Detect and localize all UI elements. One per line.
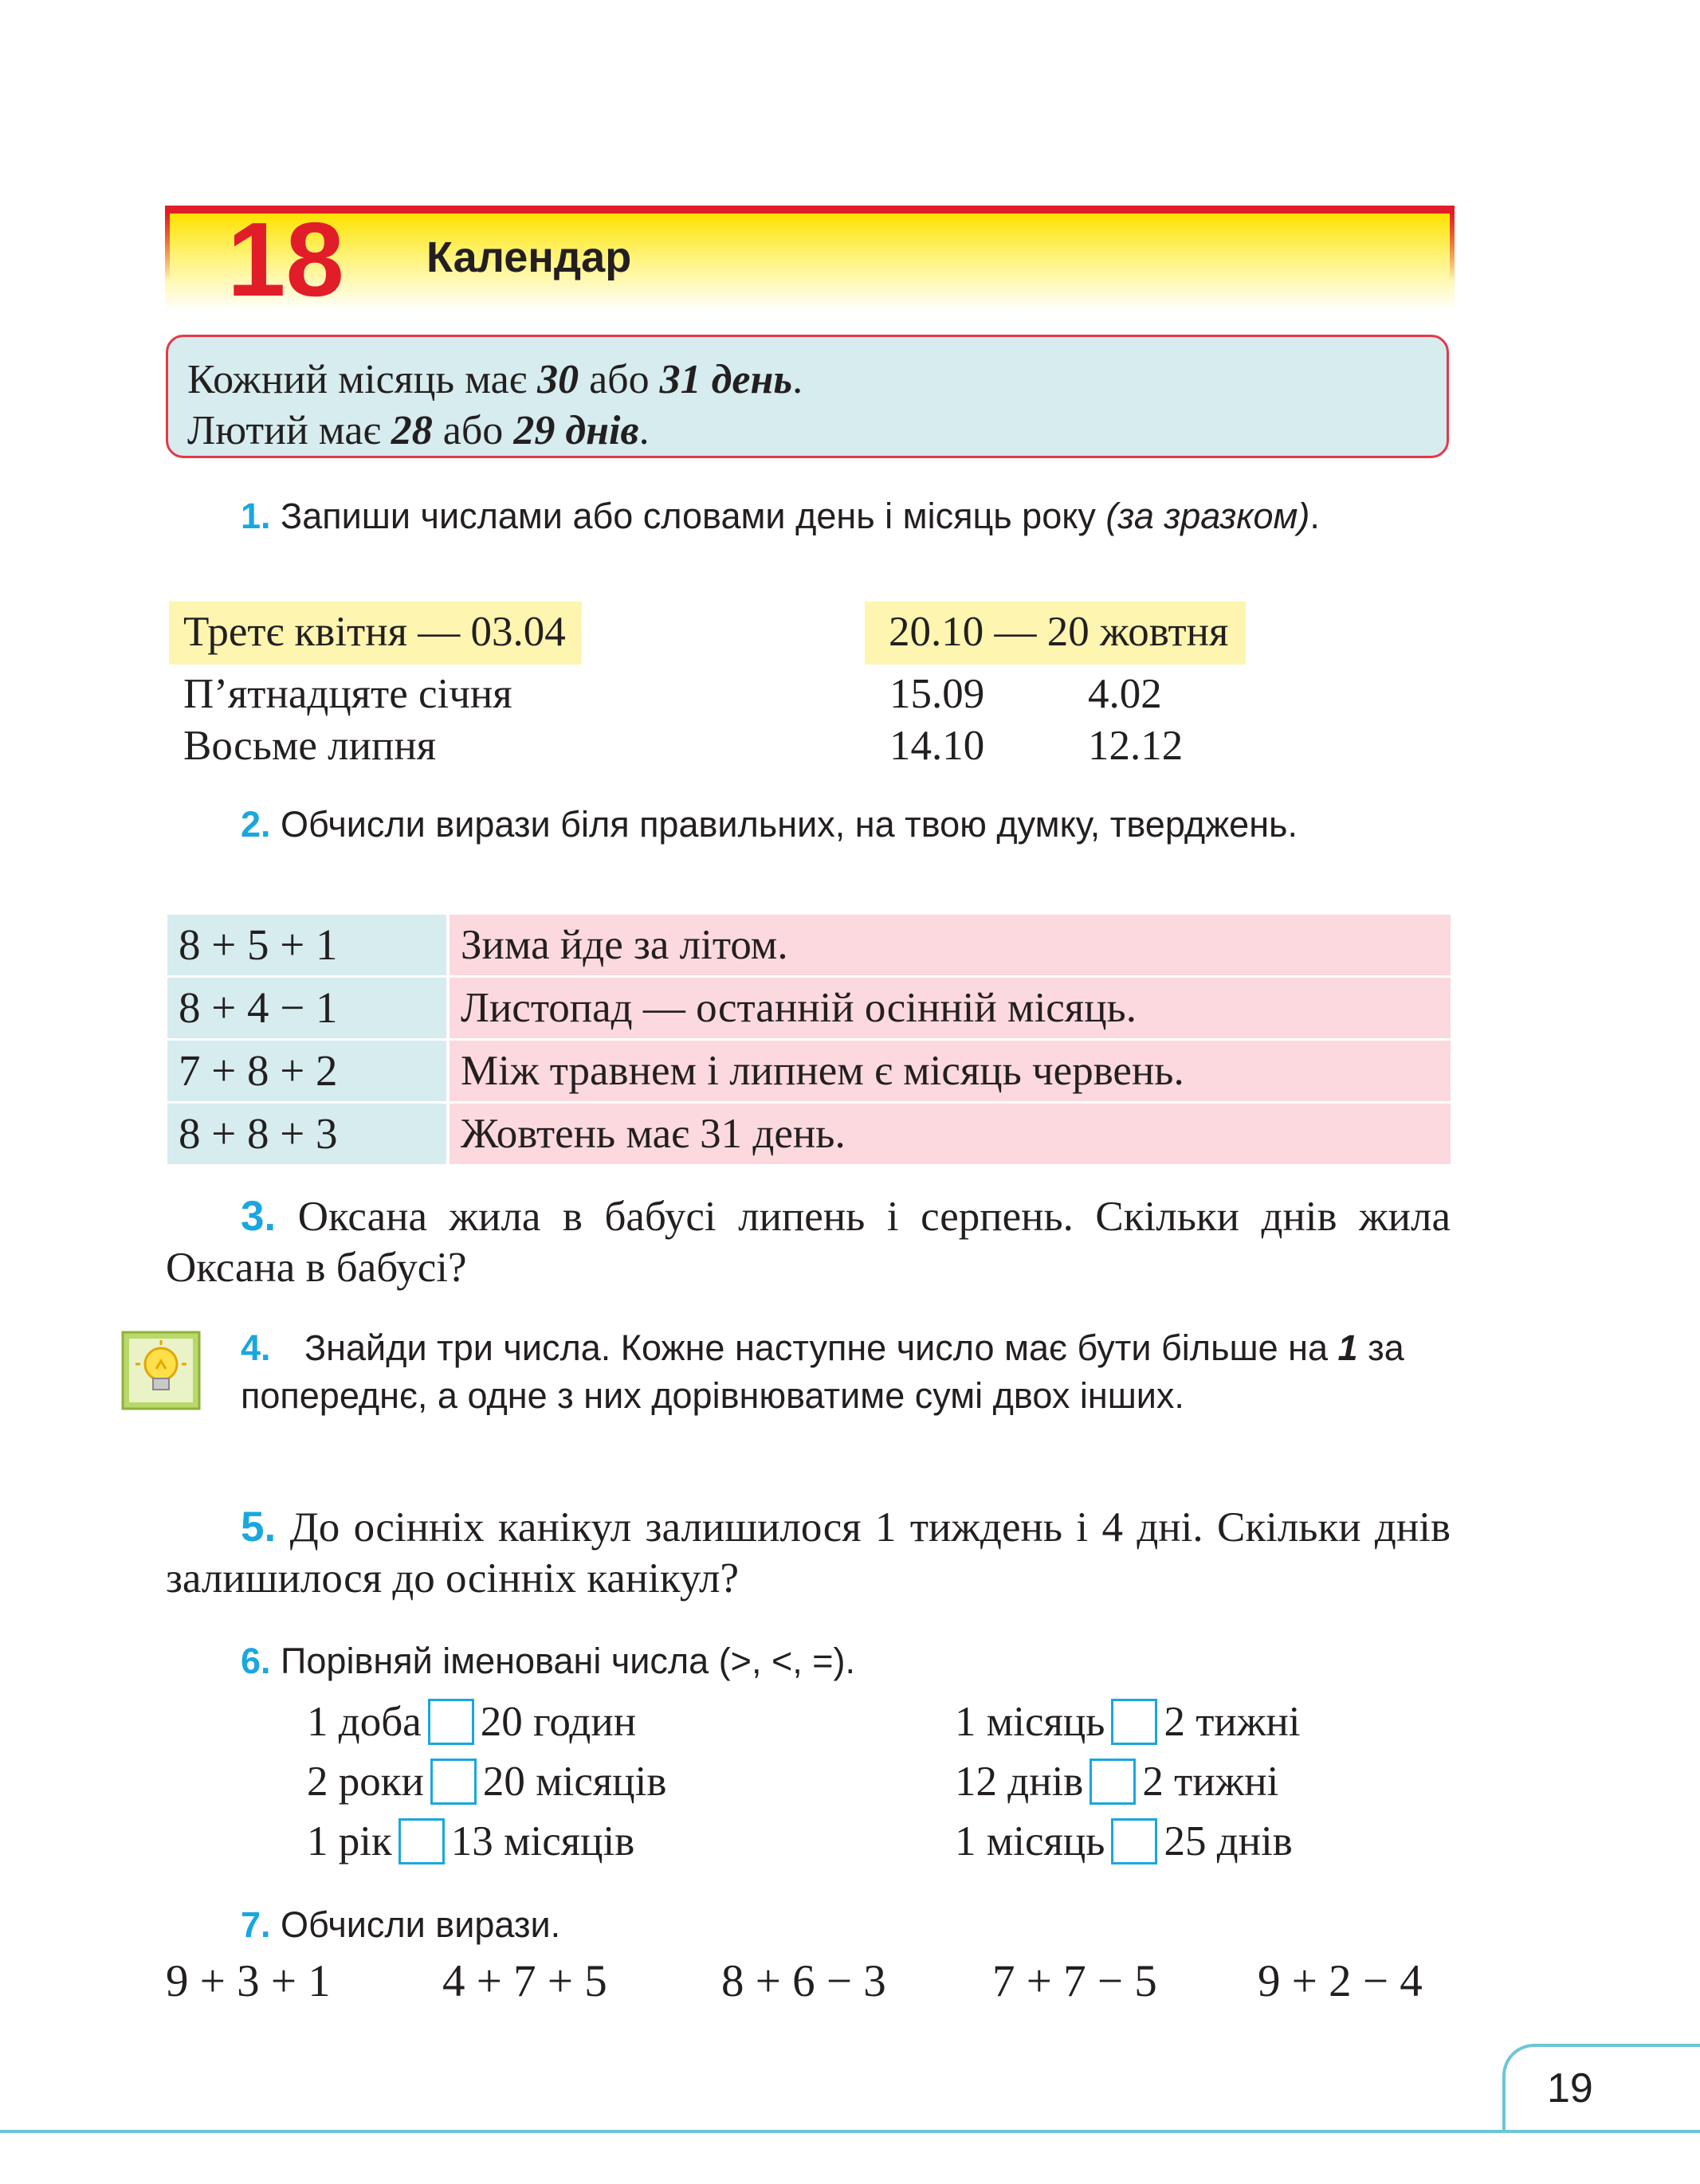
task-number: 5. xyxy=(241,1504,277,1551)
task-1-date: 14.10 xyxy=(889,723,985,769)
expression: 8 + 6 − 3 xyxy=(721,1956,886,2006)
task-number: 2. xyxy=(241,804,271,845)
rule-line-1: Кожний місяць має 30 або 31 день. xyxy=(187,357,803,402)
expression: 9 + 3 + 1 xyxy=(166,1956,331,2006)
expression: 7 + 7 − 5 xyxy=(992,1956,1157,2006)
statement-cell: Між травнем і липнем є місяць червень. xyxy=(450,1041,1451,1101)
answer-box[interactable] xyxy=(398,1818,445,1864)
rule-box xyxy=(166,335,1449,458)
task-1-date: 15.09 xyxy=(889,671,985,717)
lesson-number: 18 xyxy=(227,201,344,318)
statement-cell: Листопад — останній осінній місяць. xyxy=(450,978,1451,1038)
answer-box[interactable] xyxy=(1089,1759,1136,1805)
table-row xyxy=(167,1104,1451,1164)
rule-line-2: Лютий має 28 або 29 днів. xyxy=(187,408,650,453)
expression-cell: 8 + 5 + 1 xyxy=(167,915,446,975)
page-number: 19 xyxy=(1547,2065,1593,2111)
task-number: 3. xyxy=(241,1193,277,1240)
task-number: 6. xyxy=(241,1641,271,1681)
comparison-item: 1 рік 13 місяців xyxy=(307,1817,635,1864)
table-row xyxy=(167,915,1451,975)
expression-cell: 7 + 8 + 2 xyxy=(167,1041,446,1101)
lightbulb-icon xyxy=(121,1331,201,1410)
page-number-tab xyxy=(1502,2044,1700,2130)
answer-box[interactable] xyxy=(1111,1818,1157,1864)
task-7-instruction: 7. Обчисли вирази. xyxy=(241,1904,561,1945)
task-2-table xyxy=(167,915,1451,1166)
footer-line xyxy=(0,2130,1700,2133)
task-4-text: 4. Знайди три числа. Кожне наступне число має бути більше на 1 за попереднє, а одне з них дорівнюватиме сумі двох інших. xyxy=(241,1324,1452,1420)
expression-cell: 8 + 4 − 1 xyxy=(167,978,446,1038)
task-1-sample-right: 20.10 — 20 жовтня xyxy=(865,602,1246,665)
task-1-date: 12.12 xyxy=(1088,723,1184,769)
answer-box[interactable] xyxy=(430,1759,477,1805)
lesson-header xyxy=(165,201,1455,318)
statement-cell: Зима йде за літом. xyxy=(450,915,1451,975)
task-5-text: 5. До осінніх канікул залишилося 1 тиждень і 4 дні. Скільки днів залишилося до осінніх канікул? xyxy=(166,1504,1451,1602)
lesson-title: Календар xyxy=(426,233,632,281)
task-number: 1. xyxy=(241,496,271,536)
comparison-item: 1 місяць 25 днів xyxy=(955,1817,1293,1864)
answer-box[interactable] xyxy=(1111,1699,1157,1745)
task-1-instruction: 1. Запиши числами або словами день і місяць року (за зразком). xyxy=(241,496,1320,536)
expression-cell: 8 + 8 + 3 xyxy=(167,1104,446,1164)
table-row xyxy=(167,1041,1451,1101)
task-2-instruction: 2. Обчисли вирази біля правильних, на твою думку, тверджень. xyxy=(241,804,1298,845)
expression: 4 + 7 + 5 xyxy=(442,1956,607,2006)
task-1-item: П’ятнадцяте січня xyxy=(183,671,512,717)
task-3-text: 3. Оксана жила в бабусі липень і серпень. Скільки днів жила Оксана в бабусі? xyxy=(166,1193,1451,1291)
comparison-item: 1 доба 20 годин xyxy=(307,1698,637,1745)
statement-cell: Жовтень має 31 день. xyxy=(450,1104,1451,1164)
expression: 9 + 2 − 4 xyxy=(1258,1956,1423,2006)
comparison-item: 2 роки 20 місяців xyxy=(307,1758,667,1805)
task-number: 7. xyxy=(241,1904,271,1945)
table-row xyxy=(167,978,1451,1038)
task-number: 4. xyxy=(241,1327,271,1368)
task-1-date: 4.02 xyxy=(1088,671,1162,717)
task-1-item: Восьме липня xyxy=(183,723,437,769)
comparison-item: 1 місяць 2 тижні xyxy=(955,1698,1301,1745)
comparison-item: 12 днів 2 тижні xyxy=(955,1758,1279,1805)
task-6-instruction: 6. Порівняй іменовані числа (>, <, =). xyxy=(241,1641,856,1681)
answer-box[interactable] xyxy=(428,1699,474,1745)
task-1-sample-left: Третє квітня — 03.04 xyxy=(169,602,582,665)
